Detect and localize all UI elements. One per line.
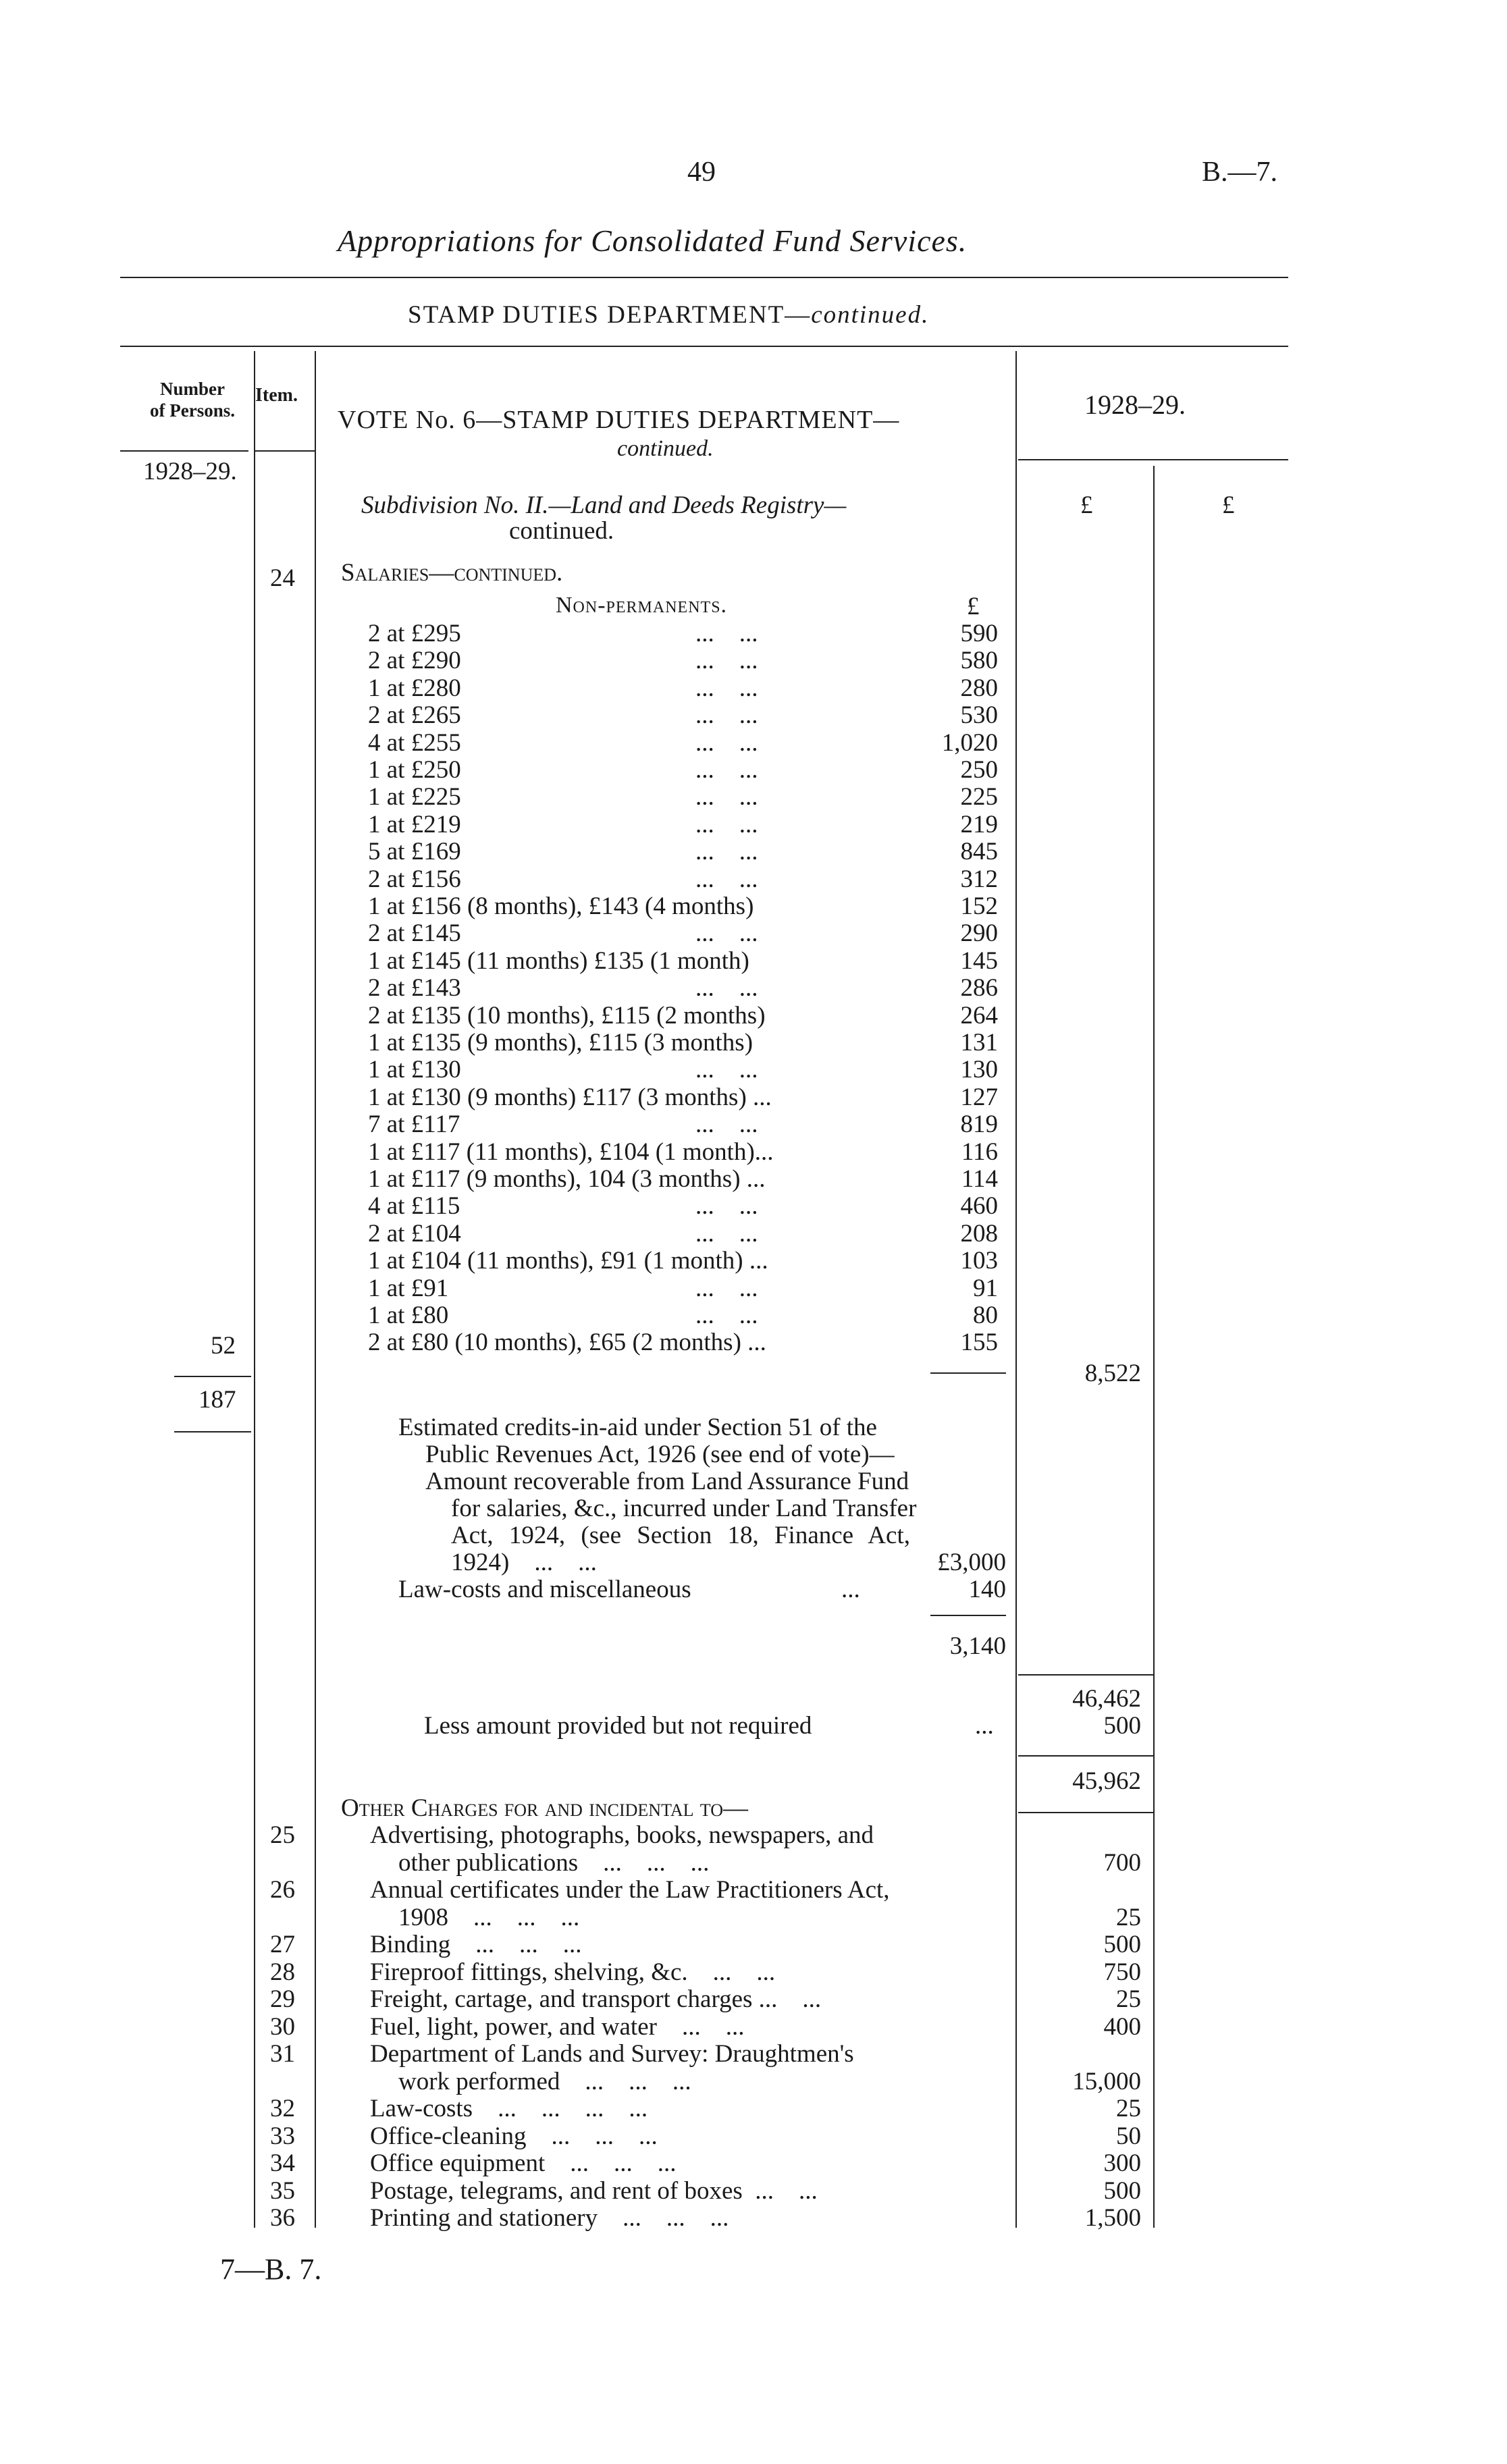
charge-line: Freight, cartage, and transport charges ... ... [370, 1985, 822, 2013]
salary-row-dots: ... ... [695, 865, 758, 893]
charge-item-number: 34 [270, 2149, 295, 2177]
charge-amount: 400 [1103, 2013, 1141, 2041]
persons-total-underline [174, 1431, 251, 1432]
charge-item-number: 33 [270, 2122, 295, 2150]
charge-item-number: 35 [270, 2177, 295, 2205]
persons-total: 187 [199, 1386, 236, 1414]
credits-line-3: Amount recoverable from Land Assurance Fund [425, 1468, 909, 1495]
salary-row-desc: 4 at £115 [368, 1192, 460, 1220]
salary-row-amount: 819 [960, 1110, 998, 1138]
table-top-rule [120, 346, 1288, 347]
persons-header-line-1: Number [160, 379, 225, 399]
salary-row-desc: 2 at £290 [368, 647, 461, 674]
salary-row-amount: 1,020 [941, 729, 998, 757]
vote-title: VOTE No. 6—STAMP DUTIES DEPARTMENT— [338, 406, 900, 434]
salary-row-desc: 1 at £117 (11 months), £104 (1 month)... [368, 1138, 774, 1166]
salary-row-dots: ... ... [695, 1110, 758, 1138]
salary-row-dots: ... ... [695, 620, 758, 647]
credits-line-4: for salaries, &c., incurred under Land Transfer [451, 1495, 917, 1522]
salary-row-amount: 225 [960, 783, 998, 811]
credits-total: 3,140 [949, 1632, 1006, 1660]
salary-row-dots: ... ... [695, 1192, 758, 1220]
salary-row-desc: 2 at £156 [368, 865, 461, 893]
salary-row-amount: 130 [960, 1056, 998, 1083]
year-header-rule [1018, 459, 1288, 460]
salary-row-amount: 80 [973, 1302, 998, 1329]
charge-item-number: 26 [270, 1876, 295, 1904]
charge-amount: 50 [1116, 2122, 1141, 2150]
charge-item-number: 27 [270, 1931, 295, 1958]
subdivision-continued: continued. [509, 517, 614, 545]
salaries-currency: £ [967, 593, 980, 620]
salary-row-desc: 1 at £130 (9 months) £117 (3 months) ... [368, 1083, 772, 1111]
charge-line: 1908 ... ... ... [398, 1904, 580, 1931]
salary-row-desc: 5 at £169 [368, 838, 461, 865]
salary-row-desc: 1 at £80 [368, 1302, 449, 1329]
salary-row-desc: 1 at £145 (11 months) £135 (1 month) [368, 947, 749, 975]
gross-rule [1018, 1674, 1153, 1676]
year-right: 1928–29. [1084, 390, 1186, 420]
vote-title-continued: continued. [617, 436, 714, 461]
salary-row-amount: 286 [960, 974, 998, 1002]
salary-row-desc: 1 at £280 [368, 674, 461, 702]
salary-row-desc: 7 at £117 [368, 1110, 460, 1138]
footer-ref: 7—B. 7. [220, 2253, 322, 2286]
salary-sum-rule [930, 1372, 1006, 1374]
currency-col-1: £ [1080, 491, 1093, 519]
salary-row-desc: 2 at £80 (10 months), £65 (2 months) ... [368, 1329, 766, 1356]
gross-total: 46,462 [1072, 1685, 1141, 1713]
salary-row-amount: 91 [973, 1275, 998, 1302]
salary-row-amount: 590 [960, 620, 998, 647]
persons-header-line-2: of Persons. [150, 400, 235, 421]
salary-row-dots: ... ... [695, 647, 758, 674]
land-assurance-amount: £3,000 [937, 1549, 1006, 1576]
document-ref: B.—7. [1202, 157, 1278, 188]
currency-col-2: £ [1222, 491, 1235, 519]
less-dots: ... [975, 1712, 994, 1740]
title-rule [120, 277, 1288, 278]
salary-row-amount: 312 [960, 865, 998, 893]
page-number: 49 [687, 157, 716, 188]
salary-row-amount: 264 [960, 1002, 998, 1029]
salary-row-desc: 2 at £295 [368, 620, 461, 647]
charge-item-number: 36 [270, 2204, 295, 2232]
salary-row-amount: 116 [961, 1138, 998, 1166]
rule-item-desc [315, 351, 316, 2228]
salary-row-desc: 1 at £219 [368, 811, 461, 838]
law-costs-amount: 140 [968, 1576, 1006, 1603]
salary-row-amount: 152 [960, 892, 998, 920]
salary-row-amount: 460 [960, 1192, 998, 1220]
salary-row-amount: 103 [960, 1247, 998, 1275]
charge-item-number: 29 [270, 1985, 295, 2013]
salary-row-desc: 2 at £145 [368, 919, 461, 947]
charge-line: Printing and stationery ... ... ... [370, 2204, 729, 2232]
charge-line: work performed ... ... ... [398, 2068, 691, 2095]
charge-amount: 25 [1116, 1985, 1141, 2013]
salary-row-desc: 4 at £255 [368, 729, 461, 757]
item-column-header: Item. [255, 385, 298, 406]
charge-amount: 300 [1103, 2149, 1141, 2177]
salary-row-amount: 280 [960, 674, 998, 702]
salary-row-amount: 131 [960, 1029, 998, 1056]
salary-row-desc: 1 at £117 (9 months), 104 (3 months) ... [368, 1165, 766, 1193]
charge-amount: 1,500 [1084, 2204, 1141, 2232]
salary-row-desc: 1 at £225 [368, 783, 461, 811]
salary-row-dots: ... ... [695, 701, 758, 729]
salary-row-amount: 208 [960, 1220, 998, 1248]
salary-row-amount: 530 [960, 701, 998, 729]
salary-row-dots: ... ... [695, 783, 758, 811]
law-costs-dots: ... [841, 1576, 860, 1603]
charge-amount: 500 [1103, 2177, 1141, 2205]
charge-line: Annual certificates under the Law Practitioners Act, [370, 1876, 890, 1904]
salary-row-dots: ... ... [695, 919, 758, 947]
salary-row-desc: 2 at £104 [368, 1220, 461, 1248]
charge-line: Office-cleaning ... ... ... [370, 2122, 658, 2150]
salary-row-desc: 2 at £135 (10 months), £115 (2 months) [368, 1002, 766, 1029]
charge-item-number: 31 [270, 2040, 295, 2068]
salary-row-dots: ... ... [695, 838, 758, 865]
charge-line: Fuel, light, power, and water ... ... [370, 2013, 745, 2041]
rule-desc-amount [1015, 351, 1017, 2228]
salary-row-amount: 580 [960, 647, 998, 674]
salary-row-amount: 290 [960, 919, 998, 947]
department-continued: continued. [811, 301, 930, 329]
salary-row-dots: ... ... [695, 1302, 758, 1329]
salary-row-desc: 2 at £265 [368, 701, 461, 729]
salary-row-dots: ... ... [695, 811, 758, 838]
salary-row-dots: ... ... [695, 1056, 758, 1083]
salary-row-amount: 845 [960, 838, 998, 865]
page-title: Appropriations for Consolidated Fund Services. [338, 223, 968, 258]
charge-line: Office equipment ... ... ... [370, 2149, 677, 2177]
salary-row-desc: 1 at £130 [368, 1056, 461, 1083]
salary-row-desc: 1 at £250 [368, 756, 461, 784]
persons-header-rule [120, 450, 248, 452]
persons-column-header [128, 378, 257, 422]
credits-sum-rule [930, 1615, 1006, 1616]
salary-row-dots: ... ... [695, 1220, 758, 1248]
department-name: STAMP DUTIES DEPARTMENT— [408, 301, 812, 329]
non-permanents-heading: Non-permanents. [556, 593, 728, 618]
charge-item-number: 32 [270, 2095, 295, 2122]
persons-total-rule [174, 1376, 251, 1377]
net-rule [1018, 1755, 1153, 1757]
salary-row-desc: 1 at £156 (8 months), £143 (4 months) [368, 892, 754, 920]
net-total: 45,962 [1072, 1767, 1141, 1795]
charge-line: Law-costs ... ... ... ... [370, 2095, 648, 2122]
salary-row-dots: ... ... [695, 729, 758, 757]
charge-amount: 750 [1103, 1958, 1141, 1986]
salaries-item-number: 24 [270, 564, 295, 592]
charge-line: Department of Lands and Survey: Draughtmen's [370, 2040, 854, 2068]
less-label: Less amount provided but not required [424, 1712, 812, 1740]
charge-item-number: 30 [270, 2013, 295, 2041]
charge-amount: 500 [1103, 1931, 1141, 1958]
charge-line: other publications ... ... ... [398, 1849, 710, 1877]
charge-amount: 15,000 [1072, 2068, 1141, 2095]
year-left: 1928–29. [143, 458, 237, 485]
salary-row-amount: 127 [960, 1083, 998, 1111]
charge-line: Fireproof fittings, shelving, &c. ... ... [370, 1958, 776, 1986]
salaries-heading: Salaries—continued. [341, 559, 563, 587]
item-header-rule [255, 450, 315, 452]
subdivision-title: Subdivision No. II.—Land and Deeds Registry— [361, 491, 847, 519]
salary-row-amount: 219 [960, 811, 998, 838]
salary-row-amount: 250 [960, 756, 998, 784]
salary-row-desc: 2 at £143 [368, 974, 461, 1002]
other-charges-heading: Other Charges for and incidental to— [341, 1794, 748, 1822]
charge-item-number: 25 [270, 1821, 295, 1849]
net-underline [1018, 1812, 1153, 1813]
charge-amount: 25 [1116, 2095, 1141, 2122]
salary-row-desc: 1 at £91 [368, 1275, 449, 1302]
salary-row-dots: ... ... [695, 756, 758, 784]
law-costs-label: Law-costs and miscellaneous [398, 1576, 691, 1603]
charge-line: Binding ... ... ... [370, 1931, 582, 1958]
salary-row-dots: ... ... [695, 674, 758, 702]
persons-count: 52 [211, 1332, 236, 1360]
salary-row-amount: 155 [960, 1329, 998, 1356]
salaries-total: 8,522 [1084, 1360, 1141, 1387]
salary-row-amount: 114 [961, 1165, 998, 1193]
salary-row-dots: ... ... [695, 1275, 758, 1302]
credits-line-6: 1924) ... ... [451, 1549, 597, 1576]
credits-line-5: Act, 1924, (see Section 18, Finance Act, [451, 1522, 910, 1549]
charge-amount: 25 [1116, 1904, 1141, 1931]
charge-amount: 700 [1103, 1849, 1141, 1877]
department-heading [408, 302, 929, 327]
salary-row-amount: 145 [960, 947, 998, 975]
credits-line-1: Estimated credits-in-aid under Section 51 of the [398, 1414, 877, 1441]
less-amount: 500 [1103, 1712, 1141, 1740]
charge-item-number: 28 [270, 1958, 295, 1986]
rule-persons-item [254, 351, 255, 2228]
credits-line-2: Public Revenues Act, 1926 (see end of vote)— [425, 1441, 895, 1468]
salary-row-desc: 1 at £135 (9 months), £115 (3 months) [368, 1029, 754, 1056]
salary-row-desc: 1 at £104 (11 months), £91 (1 month) ... [368, 1247, 768, 1275]
charge-line: Postage, telegrams, and rent of boxes ... ... [370, 2177, 818, 2205]
rule-amount-cols [1153, 466, 1155, 2228]
salary-row-dots: ... ... [695, 974, 758, 1002]
charge-line: Advertising, photographs, books, newspapers, and [370, 1821, 874, 1849]
